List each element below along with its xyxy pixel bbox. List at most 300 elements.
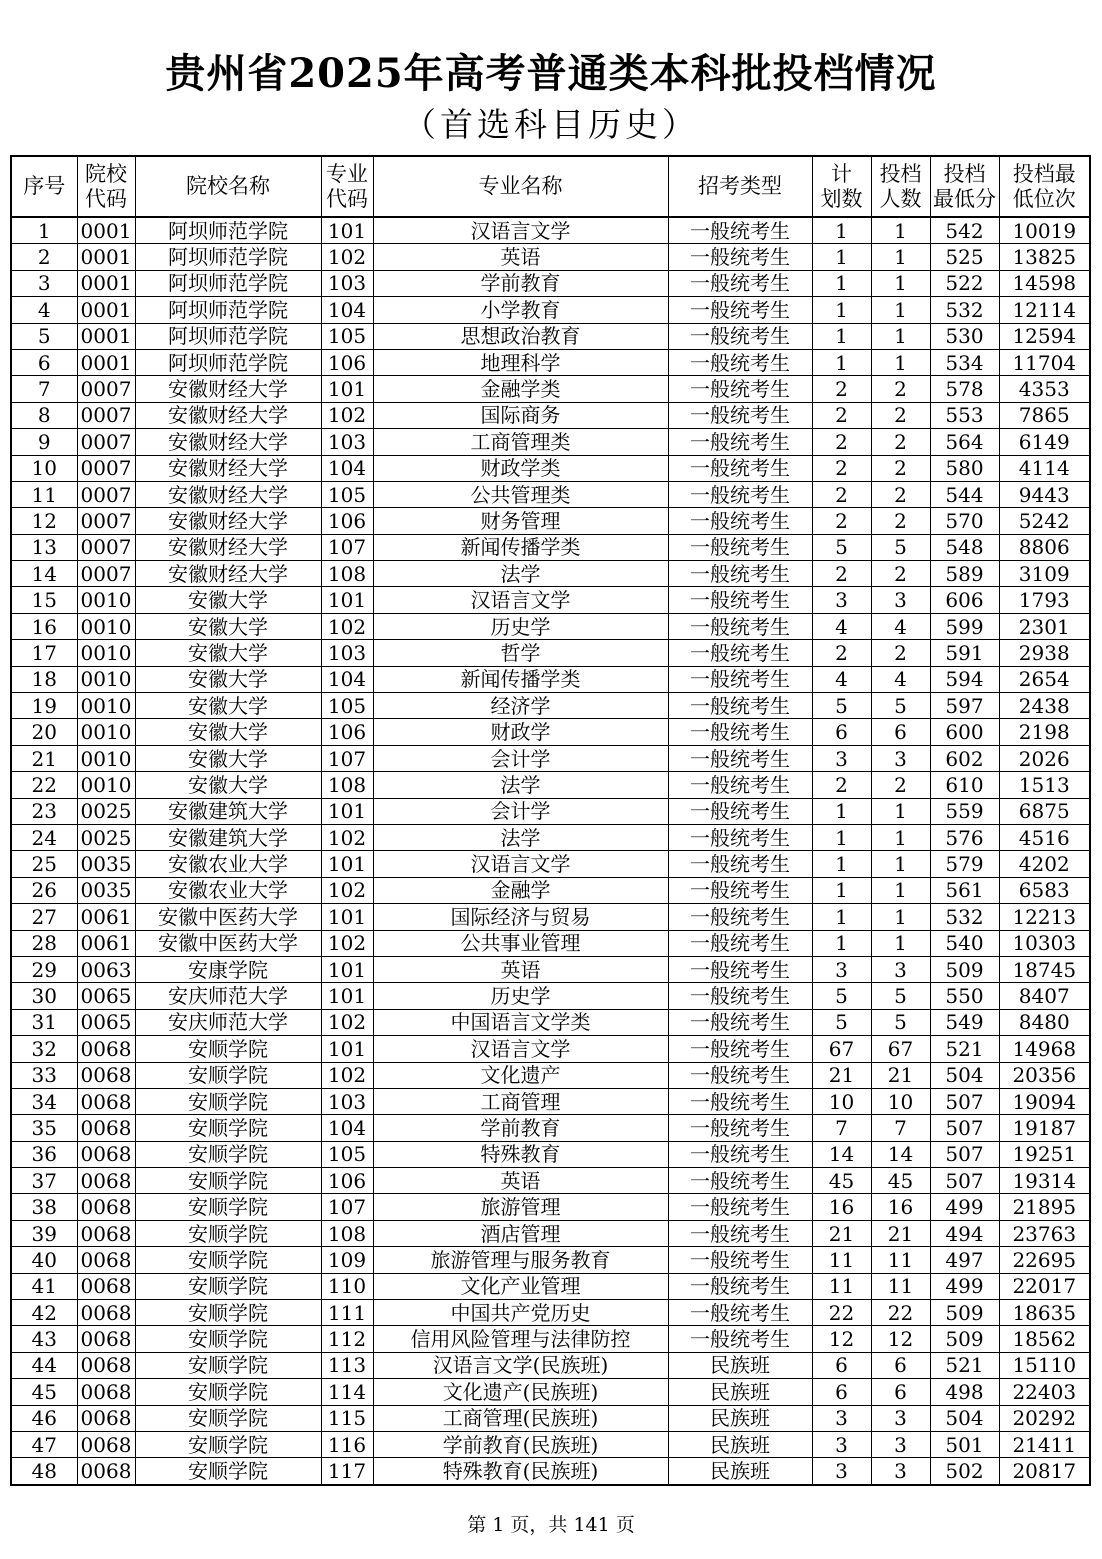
cell-school-code: 0061 [77, 904, 135, 930]
cell-major-name: 会计学 [373, 745, 668, 771]
cell-major-name: 工商管理 [373, 1088, 668, 1114]
cell-min-score: 589 [930, 561, 999, 587]
table-row [11, 1405, 1090, 1431]
table-row [11, 877, 1090, 903]
cell-major-code: 105 [321, 693, 373, 719]
table-row [11, 561, 1090, 587]
cell-school-name: 安顺学院 [135, 1458, 321, 1485]
cell-school-name: 安徽财经大学 [135, 481, 321, 507]
cell-admitted-count: 5 [871, 693, 930, 719]
cell-admit-type: 一般统考生 [668, 1326, 812, 1352]
cell-min-score: 602 [930, 745, 999, 771]
cell-min-score: 532 [930, 904, 999, 930]
cell-school-name: 安顺学院 [135, 1379, 321, 1405]
cell-major-code: 101 [321, 983, 373, 1009]
cell-min-rank: 2938 [999, 640, 1090, 666]
cell-admit-type: 一般统考生 [668, 1036, 812, 1062]
cell-admitted-count: 12 [871, 1326, 930, 1352]
table-row [11, 1168, 1090, 1194]
table-row [11, 1194, 1090, 1220]
cell-seq: 17 [11, 640, 77, 666]
cell-admitted-count: 45 [871, 1168, 930, 1194]
cell-school-name: 安顺学院 [135, 1088, 321, 1114]
table-row [11, 297, 1090, 323]
cell-seq: 11 [11, 481, 77, 507]
cell-seq: 1 [11, 217, 77, 244]
table-row [11, 956, 1090, 982]
cell-min-score: 534 [930, 349, 999, 375]
cell-min-rank: 6583 [999, 877, 1090, 903]
cell-min-rank: 11704 [999, 349, 1090, 375]
cell-school-name: 安徽财经大学 [135, 534, 321, 560]
cell-school-code: 0007 [77, 508, 135, 534]
cell-seq: 20 [11, 719, 77, 745]
cell-min-score: 600 [930, 719, 999, 745]
cell-admitted-count: 2 [871, 481, 930, 507]
cell-plan-count: 22 [812, 1300, 871, 1326]
cell-plan-count: 21 [812, 1062, 871, 1088]
cell-admitted-count: 3 [871, 956, 930, 982]
cell-admitted-count: 6 [871, 1352, 930, 1378]
cell-major-name: 汉语言文学 [373, 851, 668, 877]
cell-min-score: 542 [930, 217, 999, 244]
cell-admitted-count: 1 [871, 877, 930, 903]
cell-school-name: 安顺学院 [135, 1300, 321, 1326]
cell-plan-count: 4 [812, 666, 871, 692]
cell-major-name: 国际商务 [373, 402, 668, 428]
cell-admit-type: 一般统考生 [668, 666, 812, 692]
cell-school-name: 安徽大学 [135, 587, 321, 613]
cell-admit-type: 一般统考生 [668, 534, 812, 560]
cell-min-score: 610 [930, 772, 999, 798]
cell-min-score: 549 [930, 1009, 999, 1035]
cell-major-code: 116 [321, 1431, 373, 1457]
cell-admit-type: 民族班 [668, 1352, 812, 1378]
cell-seq: 16 [11, 613, 77, 639]
cell-min-rank: 23763 [999, 1220, 1090, 1246]
cell-plan-count: 21 [812, 1220, 871, 1246]
cell-school-code: 0065 [77, 1009, 135, 1035]
cell-major-code: 102 [321, 824, 373, 850]
cell-seq: 5 [11, 323, 77, 349]
cell-school-name: 安庆师范大学 [135, 1009, 321, 1035]
cell-major-name: 会计学 [373, 798, 668, 824]
cell-major-name: 历史学 [373, 983, 668, 1009]
cell-seq: 41 [11, 1273, 77, 1299]
cell-min-score: 507 [930, 1141, 999, 1167]
cell-school-code: 0025 [77, 798, 135, 824]
cell-major-code: 108 [321, 772, 373, 798]
table-row [11, 666, 1090, 692]
table-row [11, 930, 1090, 956]
cell-school-name: 安徽大学 [135, 719, 321, 745]
cell-seq: 22 [11, 772, 77, 798]
cell-major-code: 102 [321, 1062, 373, 1088]
page-footer: 第 1 页，共 141 页 [467, 1514, 635, 1536]
cell-major-code: 113 [321, 1352, 373, 1378]
cell-min-rank: 2026 [999, 745, 1090, 771]
cell-major-name: 财政学 [373, 719, 668, 745]
cell-plan-count: 3 [812, 1431, 871, 1457]
cell-admit-type: 一般统考生 [668, 270, 812, 296]
cell-school-code: 0068 [77, 1088, 135, 1114]
cell-school-name: 安徽财经大学 [135, 429, 321, 455]
cell-major-name: 历史学 [373, 613, 668, 639]
table-row [11, 1273, 1090, 1299]
cell-school-name: 安徽财经大学 [135, 508, 321, 534]
cell-major-name: 哲学 [373, 640, 668, 666]
cell-school-name: 安徽大学 [135, 640, 321, 666]
cell-admitted-count: 1 [871, 244, 930, 270]
header-label: 计 [831, 161, 852, 186]
table-row [11, 824, 1090, 850]
cell-admit-type: 一般统考生 [668, 824, 812, 850]
cell-plan-count: 2 [812, 640, 871, 666]
cell-major-code: 107 [321, 1194, 373, 1220]
cell-min-score: 509 [930, 1300, 999, 1326]
table-row [11, 1036, 1090, 1062]
cell-major-code: 106 [321, 1168, 373, 1194]
cell-seq: 38 [11, 1194, 77, 1220]
cell-admitted-count: 1 [871, 217, 930, 244]
cell-school-name: 阿坝师范学院 [135, 217, 321, 244]
header-col-major-name [373, 156, 668, 217]
cell-min-rank: 14968 [999, 1036, 1090, 1062]
cell-plan-count: 2 [812, 402, 871, 428]
cell-major-code: 101 [321, 1036, 373, 1062]
cell-plan-count: 3 [812, 1405, 871, 1431]
cell-min-rank: 18635 [999, 1300, 1090, 1326]
header-col-seq [11, 156, 77, 217]
cell-min-score: 525 [930, 244, 999, 270]
cell-seq: 21 [11, 745, 77, 771]
cell-seq: 26 [11, 877, 77, 903]
cell-school-code: 0001 [77, 297, 135, 323]
cell-school-name: 安顺学院 [135, 1168, 321, 1194]
cell-school-name: 安徽中医药大学 [135, 904, 321, 930]
cell-admit-type: 一般统考生 [668, 877, 812, 903]
cell-admitted-count: 2 [871, 455, 930, 481]
cell-min-rank: 10303 [999, 930, 1090, 956]
cell-min-rank: 4353 [999, 376, 1090, 402]
cell-major-name: 酒店管理 [373, 1220, 668, 1246]
cell-admit-type: 一般统考生 [668, 719, 812, 745]
cell-school-name: 安徽财经大学 [135, 402, 321, 428]
cell-admitted-count: 1 [871, 930, 930, 956]
cell-seq: 39 [11, 1220, 77, 1246]
cell-major-name: 财政学类 [373, 455, 668, 481]
cell-major-code: 102 [321, 402, 373, 428]
cell-plan-count: 1 [812, 270, 871, 296]
cell-admitted-count: 2 [871, 508, 930, 534]
cell-major-code: 111 [321, 1300, 373, 1326]
cell-admitted-count: 4 [871, 613, 930, 639]
cell-school-name: 安顺学院 [135, 1220, 321, 1246]
cell-major-code: 101 [321, 798, 373, 824]
cell-plan-count: 12 [812, 1326, 871, 1352]
cell-admit-type: 一般统考生 [668, 983, 812, 1009]
cell-major-code: 102 [321, 613, 373, 639]
cell-min-rank: 22017 [999, 1273, 1090, 1299]
cell-admitted-count: 3 [871, 1431, 930, 1457]
cell-plan-count: 45 [812, 1168, 871, 1194]
cell-admitted-count: 21 [871, 1062, 930, 1088]
cell-admit-type: 一般统考生 [668, 1300, 812, 1326]
cell-min-score: 564 [930, 429, 999, 455]
cell-major-name: 工商管理(民族班) [373, 1405, 668, 1431]
header-label: 招考类型 [698, 174, 782, 198]
cell-school-name: 安顺学院 [135, 1247, 321, 1273]
cell-seq: 10 [11, 455, 77, 481]
cell-min-score: 594 [930, 666, 999, 692]
cell-seq: 35 [11, 1115, 77, 1141]
cell-major-name: 金融学 [373, 877, 668, 903]
cell-plan-count: 1 [812, 323, 871, 349]
header-col-school-code [77, 156, 135, 217]
cell-min-rank: 19251 [999, 1141, 1090, 1167]
cell-admit-type: 一般统考生 [668, 1062, 812, 1088]
cell-min-score: 494 [930, 1220, 999, 1246]
table-row [11, 851, 1090, 877]
cell-school-code: 0010 [77, 613, 135, 639]
cell-admitted-count: 2 [871, 561, 930, 587]
cell-seq: 33 [11, 1062, 77, 1088]
cell-school-name: 安顺学院 [135, 1062, 321, 1088]
cell-major-name: 财务管理 [373, 508, 668, 534]
cell-major-name: 文化遗产(民族班) [373, 1379, 668, 1405]
cell-min-rank: 1793 [999, 587, 1090, 613]
cell-admit-type: 一般统考生 [668, 217, 812, 244]
cell-major-code: 102 [321, 877, 373, 903]
cell-admit-type: 民族班 [668, 1405, 812, 1431]
cell-plan-count: 6 [812, 719, 871, 745]
header-label-line2: 低位次 [1012, 186, 1076, 211]
cell-seq: 12 [11, 508, 77, 534]
cell-major-name: 汉语言文学 [373, 217, 668, 244]
cell-min-score: 498 [930, 1379, 999, 1405]
cell-seq: 3 [11, 270, 77, 296]
cell-seq: 18 [11, 666, 77, 692]
cell-school-code: 0065 [77, 983, 135, 1009]
cell-admitted-count: 4 [871, 666, 930, 692]
cell-major-name: 汉语言文学(民族班) [373, 1352, 668, 1378]
cell-admit-type: 一般统考生 [668, 904, 812, 930]
cell-admit-type: 一般统考生 [668, 376, 812, 402]
cell-major-name: 学前教育 [373, 1115, 668, 1141]
cell-admit-type: 一般统考生 [668, 1009, 812, 1035]
header-label-line2: 最低分 [933, 186, 996, 211]
cell-admitted-count: 1 [871, 851, 930, 877]
header-col-min-rank [999, 156, 1090, 217]
cell-school-name: 安徽大学 [135, 745, 321, 771]
cell-min-rank: 3109 [999, 561, 1090, 587]
cell-major-name: 英语 [373, 956, 668, 982]
cell-seq: 19 [11, 693, 77, 719]
table-row [11, 640, 1090, 666]
cell-plan-count: 11 [812, 1273, 871, 1299]
table-row [11, 1352, 1090, 1378]
cell-school-code: 0068 [77, 1379, 135, 1405]
cell-min-rank: 2198 [999, 719, 1090, 745]
cell-plan-count: 3 [812, 956, 871, 982]
header-label-line2: 人数 [879, 186, 922, 211]
cell-admit-type: 一般统考生 [668, 297, 812, 323]
table-row [11, 1062, 1090, 1088]
cell-plan-count: 1 [812, 851, 871, 877]
cell-major-code: 101 [321, 904, 373, 930]
cell-major-name: 特殊教育(民族班) [373, 1458, 668, 1485]
cell-admitted-count: 5 [871, 983, 930, 1009]
cell-min-score: 599 [930, 613, 999, 639]
cell-major-name: 英语 [373, 1168, 668, 1194]
table-row [11, 508, 1090, 534]
cell-major-code: 101 [321, 217, 373, 244]
cell-school-code: 0001 [77, 270, 135, 296]
cell-major-code: 105 [321, 1141, 373, 1167]
table-header-row [11, 156, 1090, 217]
cell-school-code: 0010 [77, 666, 135, 692]
cell-major-name: 国际经济与贸易 [373, 904, 668, 930]
cell-school-code: 0007 [77, 481, 135, 507]
cell-min-score: 502 [930, 1458, 999, 1485]
cell-major-name: 思想政治教育 [373, 323, 668, 349]
cell-school-code: 0007 [77, 534, 135, 560]
cell-major-name: 英语 [373, 244, 668, 270]
cell-admitted-count: 14 [871, 1141, 930, 1167]
cell-school-code: 0068 [77, 1273, 135, 1299]
cell-min-score: 550 [930, 983, 999, 1009]
cell-admit-type: 一般统考生 [668, 323, 812, 349]
cell-seq: 30 [11, 983, 77, 1009]
cell-min-rank: 10019 [999, 217, 1090, 244]
table-row [11, 613, 1090, 639]
cell-school-name: 安徽农业大学 [135, 877, 321, 903]
cell-plan-count: 5 [812, 1009, 871, 1035]
cell-min-rank: 8480 [999, 1009, 1090, 1035]
cell-admit-type: 一般统考生 [668, 1194, 812, 1220]
cell-major-code: 102 [321, 244, 373, 270]
cell-plan-count: 5 [812, 983, 871, 1009]
cell-school-code: 0007 [77, 561, 135, 587]
header-col-school-name [135, 156, 321, 217]
cell-plan-count: 1 [812, 297, 871, 323]
cell-major-code: 107 [321, 745, 373, 771]
cell-plan-count: 6 [812, 1379, 871, 1405]
cell-major-name: 法学 [373, 772, 668, 798]
cell-major-name: 公共管理类 [373, 481, 668, 507]
cell-school-name: 安顺学院 [135, 1405, 321, 1431]
cell-major-name: 汉语言文学 [373, 587, 668, 613]
table-row [11, 429, 1090, 455]
cell-major-name: 旅游管理 [373, 1194, 668, 1220]
cell-major-code: 102 [321, 930, 373, 956]
cell-seq: 48 [11, 1458, 77, 1485]
cell-school-code: 0007 [77, 402, 135, 428]
cell-seq: 7 [11, 376, 77, 402]
table-row [11, 719, 1090, 745]
cell-admitted-count: 2 [871, 640, 930, 666]
header-label: 序号 [23, 174, 66, 198]
cell-seq: 36 [11, 1141, 77, 1167]
cell-plan-count: 7 [812, 1115, 871, 1141]
cell-admit-type: 一般统考生 [668, 508, 812, 534]
header-label: 投档 [943, 161, 986, 186]
cell-admitted-count: 5 [871, 1009, 930, 1035]
cell-min-score: 591 [930, 640, 999, 666]
header-label: 专业 [326, 161, 368, 186]
cell-min-rank: 8806 [999, 534, 1090, 560]
cell-admit-type: 一般统考生 [668, 745, 812, 771]
cell-admitted-count: 22 [871, 1300, 930, 1326]
cell-min-rank: 13825 [999, 244, 1090, 270]
cell-plan-count: 2 [812, 481, 871, 507]
cell-admit-type: 一般统考生 [668, 244, 812, 270]
cell-school-code: 0068 [77, 1458, 135, 1485]
table-row [11, 587, 1090, 613]
cell-school-code: 0068 [77, 1431, 135, 1457]
cell-min-score: 553 [930, 402, 999, 428]
table-row [11, 1247, 1090, 1273]
cell-min-rank: 4202 [999, 851, 1090, 877]
cell-major-code: 101 [321, 956, 373, 982]
cell-admit-type: 民族班 [668, 1379, 812, 1405]
cell-min-score: 597 [930, 693, 999, 719]
cell-min-rank: 14598 [999, 270, 1090, 296]
cell-school-code: 0068 [77, 1168, 135, 1194]
cell-min-score: 561 [930, 877, 999, 903]
cell-major-code: 108 [321, 561, 373, 587]
cell-admitted-count: 1 [871, 824, 930, 850]
cell-min-score: 606 [930, 587, 999, 613]
admission-table [10, 155, 1091, 1486]
cell-seq: 40 [11, 1247, 77, 1273]
cell-seq: 46 [11, 1405, 77, 1431]
table-row [11, 1141, 1090, 1167]
cell-major-code: 106 [321, 349, 373, 375]
cell-plan-count: 11 [812, 1247, 871, 1273]
cell-min-score: 580 [930, 455, 999, 481]
cell-major-code: 103 [321, 640, 373, 666]
cell-major-code: 110 [321, 1273, 373, 1299]
cell-plan-count: 6 [812, 1352, 871, 1378]
cell-major-code: 101 [321, 851, 373, 877]
cell-admit-type: 一般统考生 [668, 851, 812, 877]
cell-seq: 8 [11, 402, 77, 428]
cell-school-name: 安康学院 [135, 956, 321, 982]
cell-plan-count: 1 [812, 877, 871, 903]
cell-school-code: 0068 [77, 1220, 135, 1246]
cell-min-score: 507 [930, 1088, 999, 1114]
table-row [11, 904, 1090, 930]
cell-min-rank: 22403 [999, 1379, 1090, 1405]
table-body [11, 217, 1090, 1485]
table-row [11, 1088, 1090, 1114]
header-col-major-code [321, 156, 373, 217]
cell-major-code: 103 [321, 270, 373, 296]
cell-school-code: 0068 [77, 1247, 135, 1273]
cell-admitted-count: 3 [871, 587, 930, 613]
cell-school-code: 0010 [77, 772, 135, 798]
cell-school-code: 0068 [77, 1036, 135, 1062]
cell-major-code: 104 [321, 455, 373, 481]
cell-major-code: 109 [321, 1247, 373, 1273]
cell-admit-type: 一般统考生 [668, 587, 812, 613]
cell-admitted-count: 11 [871, 1273, 930, 1299]
table-row [11, 772, 1090, 798]
cell-major-name: 法学 [373, 824, 668, 850]
cell-major-code: 117 [321, 1458, 373, 1485]
table-row [11, 1458, 1090, 1485]
